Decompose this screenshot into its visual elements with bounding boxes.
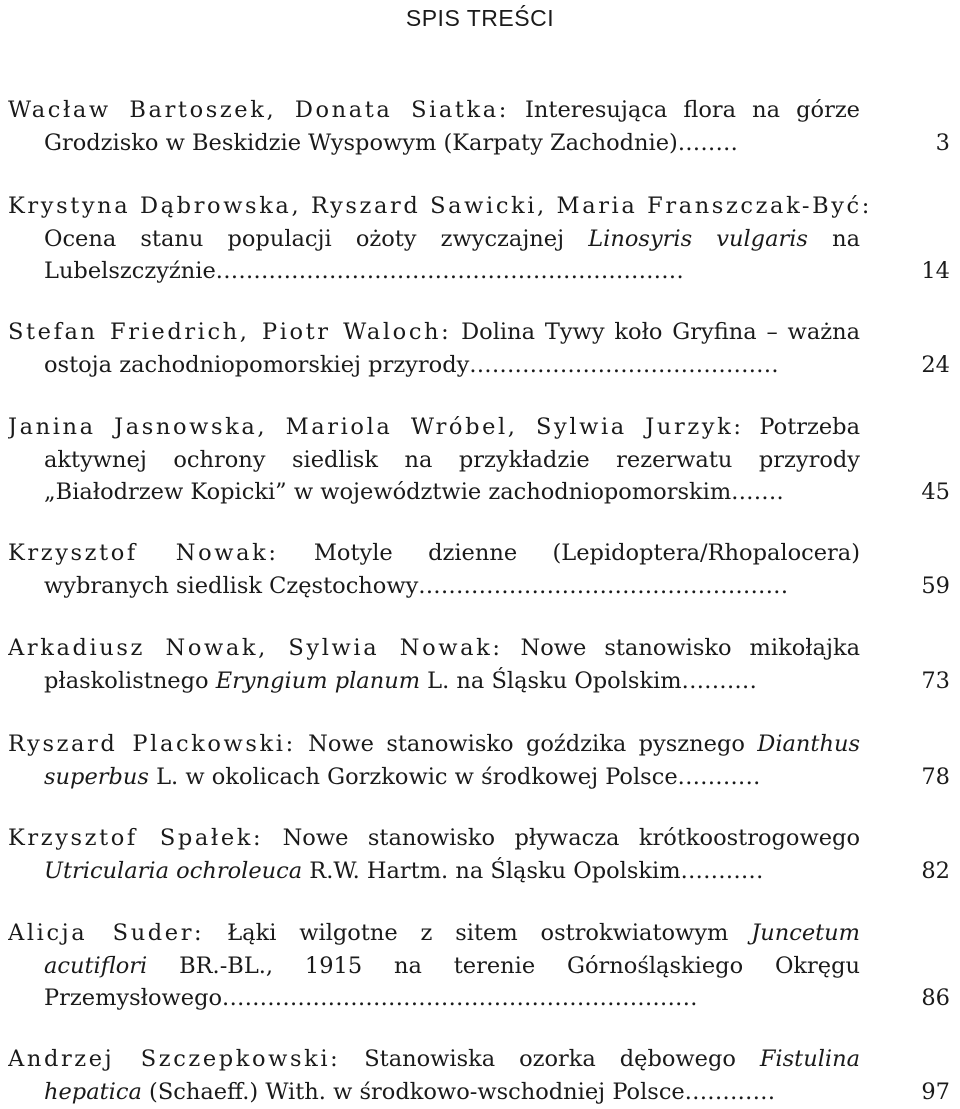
toc-entry-species: Dianthus — [757, 731, 860, 757]
toc-entry-species: Linosyris vulgaris — [588, 225, 808, 252]
toc-entry-title: Grodzisko w Beskidzie Wyspowym (Karpaty Zachodnie) — [44, 129, 678, 156]
toc-entry-line — [8, 190, 958, 223]
page-title: SPIS TREŚCI — [405, 5, 555, 31]
toc-entry-last-line — [8, 982, 958, 1015]
toc-entry-line — [8, 950, 860, 983]
toc-entry-title: Nowe stanowisko goździka pysznego — [295, 731, 758, 757]
toc-entry-line — [8, 94, 860, 127]
toc-page-number: 45 — [921, 479, 950, 505]
toc-page-number: 97 — [921, 1078, 950, 1105]
toc-leader-dots: ............................................................... — [222, 985, 698, 1011]
toc-entry-authors: Janina Jasnowska, Mariola Wróbel, Sylwia Jurzyk: — [8, 414, 744, 440]
toc-entry-authors: Krystyna Dąbrowska, Ryszard Sawicki, Maria Franszczak-Być: — [8, 193, 872, 219]
toc-entry[interactable] — [8, 537, 958, 602]
toc-entry-title: Lubelszczyźnie — [44, 258, 216, 284]
toc-entry-title: BR.-BL., 1915 na terenie Górnośląskiego Okręgu — [147, 952, 860, 979]
toc-entry-line — [8, 632, 860, 665]
toc-entry-species: Fistulina — [759, 1046, 860, 1072]
toc-entry-line — [8, 444, 860, 477]
toc-page-number: 3 — [935, 129, 950, 156]
toc-entry-last-line — [8, 665, 958, 698]
toc-entry-authors: Stefan Friedrich, Piotr Waloch: — [8, 319, 452, 345]
toc-leader-dots: ............ — [684, 1078, 776, 1105]
toc-entry[interactable] — [8, 728, 958, 793]
toc-entry-title: Potrzeba — [743, 414, 860, 440]
toc-entry-authors: Krzysztof Nowak: — [8, 540, 279, 566]
toc-entry-title: Dolina Tywy koło Gryfina – ważna — [451, 319, 860, 345]
toc-page-number: 82 — [921, 857, 950, 884]
toc-leader-dots: ........... — [680, 857, 764, 884]
toc-entry-authors: Krzysztof Spałek: — [8, 825, 264, 851]
toc-entry-last-line — [8, 761, 958, 794]
toc-entry-authors: Ryszard Plackowski: — [8, 731, 296, 757]
toc-entry-line — [8, 728, 860, 761]
toc-entry-line — [8, 316, 860, 349]
toc-page-number: 73 — [921, 667, 950, 694]
toc-leader-dots: .......... — [681, 667, 758, 694]
toc-entry[interactable] — [8, 632, 958, 697]
toc-entry-title: Nowe stanowisko pływacza krótkoostrogowego — [263, 825, 860, 851]
toc-entry[interactable] — [8, 94, 958, 159]
toc-entry[interactable] — [8, 822, 958, 887]
toc-entry-line — [8, 917, 860, 950]
toc-entry-species: superbus — [44, 763, 149, 790]
toc-page-number: 24 — [921, 351, 950, 378]
toc-entry-title: Przemysłowego — [44, 985, 223, 1011]
toc-entry-last-line — [8, 855, 958, 888]
toc-leader-dots: ....... — [731, 479, 785, 505]
toc-entry-title: superbus L. w okolicach Gorzkowic w środkowej Polsce — [44, 763, 678, 790]
toc-entry-title: aktywnej ochrony siedlisk na przykładzie rezerwatu przyrody — [44, 446, 860, 473]
toc-entry-title: płaskolistnego Eryngium planum L. na Śląsku Opolskim — [44, 667, 682, 694]
toc-leader-dots: ................................................. — [418, 572, 789, 599]
toc-entry-title: Łąki wilgotne z sitem ostrokwiatowym — [204, 920, 752, 946]
toc-entry-species: acutiflori — [44, 952, 148, 979]
toc-entry-line — [8, 223, 860, 256]
toc-entry-title: Stanowiska ozorka dębowego — [340, 1046, 760, 1072]
toc-entry[interactable] — [8, 411, 958, 509]
toc-leader-dots: .............................................................. — [215, 258, 685, 284]
toc-entry-title: wybranych siedlisk Częstochowy — [44, 572, 419, 599]
toc-entry-title: Motyle dzienne (Lepidoptera/Rhopalocera) — [278, 540, 860, 566]
toc-entry-title: Ocena stanu populacji ożoty zwyczajnej — [44, 225, 589, 252]
toc-entry[interactable] — [8, 190, 958, 288]
toc-entry-last-line — [8, 476, 958, 509]
toc-entry-title: na — [807, 225, 860, 252]
toc-entry-title: ostoja zachodniopomorskiej przyrody — [44, 351, 470, 378]
toc-entry-title: hepatica (Schaeff.) With. w środkowo-wschodniej Polsce — [44, 1078, 685, 1105]
toc-page-number: 14 — [921, 258, 950, 284]
toc-page-number: 86 — [921, 985, 950, 1011]
toc-page-number: 78 — [921, 763, 950, 790]
toc-entry-title: Interesująca flora na górze — [508, 97, 860, 123]
toc-entry-line — [8, 822, 860, 855]
toc-entry-authors: Arkadiusz Nowak, Sylwia Nowak: — [8, 635, 503, 661]
toc-entry-species: hepatica — [44, 1078, 142, 1105]
toc-entry-line — [8, 1043, 860, 1076]
toc-entry[interactable] — [8, 1043, 958, 1108]
toc-entry-last-line — [8, 349, 958, 382]
toc-entry-last-line — [8, 570, 958, 603]
toc-entry-species: Utricularia ochroleuca — [44, 857, 303, 884]
toc-entry-authors: Alicja Suder: — [8, 920, 205, 946]
toc-entry-title: „Białodrzew Kopicki” w województwie zachodniopomorskim — [44, 479, 732, 505]
toc-leader-dots: ......................................... — [469, 351, 779, 378]
toc-leader-dots: ........... — [677, 763, 761, 790]
toc-entry-species: Eryngium planum — [215, 667, 421, 694]
toc-entry-line — [8, 537, 860, 570]
toc-entry[interactable] — [8, 316, 958, 381]
toc-entry-title: Utricularia ochroleuca R.W. Hartm. na Śląsku Opolskim — [44, 857, 681, 884]
toc-page-number: 59 — [921, 572, 950, 599]
toc-entry-authors: Andrzej Szczepkowski: — [8, 1046, 341, 1072]
toc-entry-line — [8, 411, 860, 444]
toc-entry-authors: Wacław Bartoszek, Donata Siatka: — [8, 97, 509, 123]
toc-entry-last-line — [8, 1076, 958, 1109]
toc-entry-title: Nowe stanowisko mikołajka — [502, 635, 860, 661]
toc-leader-dots: ........ — [677, 129, 739, 156]
toc-entry-last-line — [8, 255, 958, 288]
toc-entry-last-line — [8, 127, 958, 160]
toc-entry-species: Juncetum — [751, 920, 860, 946]
toc-entry[interactable] — [8, 917, 958, 1015]
